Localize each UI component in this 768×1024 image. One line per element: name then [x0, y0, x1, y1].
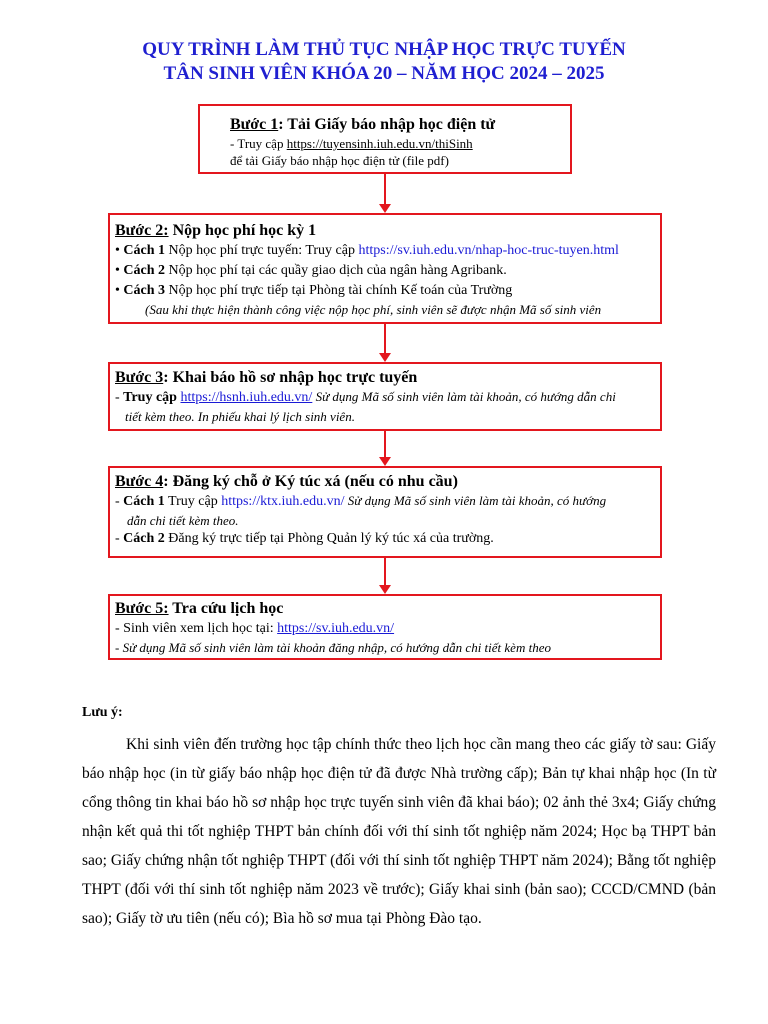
step1-heading: [230, 114, 495, 135]
step2-note: (Sau khi thực hiện thành công việc nộp học phí, sinh viên sẽ được nhận Mã số sinh viên: [145, 302, 602, 317]
flow-arrowhead-2: [379, 353, 391, 362]
step3-heading: [115, 367, 616, 388]
step1-label: Bước 1: [230, 116, 279, 133]
step2-label: Bước 2:: [115, 222, 169, 239]
step4-heading: [115, 471, 606, 492]
step3-title: : Khai báo hồ sơ nhập học trực tuyến: [163, 369, 418, 386]
step4-method1-line2: dẫn chi tiết kèm theo.: [127, 513, 239, 528]
step5-link[interactable]: https://sv.iuh.edu.vn/: [277, 621, 395, 636]
step2-method2-label: Cách 2: [123, 263, 166, 278]
step4-box: [108, 466, 662, 558]
note-label: Lưu ý:: [82, 705, 123, 720]
step3-line1-prefix: Truy cập: [123, 390, 177, 405]
step3-label: Bước 3: [115, 369, 164, 386]
step2-method1: • Cách 1 Nộp học phí trực tuyến: Truy cập https://sv.iuh.edu.vn/nhap-hoc-truc-tuyen.html: [115, 243, 619, 258]
step4-method2-label: Cách 2: [123, 531, 165, 546]
step1-line1-prefix: - Truy cập: [230, 136, 287, 151]
step4-method1-link[interactable]: https://ktx.iuh.edu.vn/: [221, 494, 345, 509]
step4-method2: - Cách 2 Đăng ký trực tiếp tại Phòng Quản lý ký túc xá của trường.: [115, 531, 494, 546]
step2-method1-label: Cách 1: [123, 243, 166, 258]
step2-method3-label: Cách 3: [123, 283, 166, 298]
step1-line2: để tải Giấy báo nhập học điện tử (file pdf): [230, 153, 449, 168]
flow-arrow-2: [384, 324, 386, 354]
step5-box: [108, 594, 662, 660]
flow-arrowhead-4: [379, 585, 391, 594]
note-body: Khi sinh viên đến trường học tập chính thức theo lịch học cần mang theo các giấy tờ sau: Giấy báo nhập học (in từ giấy báo nhập học điện tử đã được Nhà trường cấp); Bản tự khai nhập học (In từ cổng thông tin khai báo hồ sơ nhập học trực tuyến sinh viên đã khai báo); 02 ảnh thẻ 3x4; Giấy chứng nhận kết quả thi tốt nghiệp THPT bản chính đối với thí sinh tốt nghiệp năm 2024; Học bạ THPT bản sao; Giấy chứng nhận tốt nghiệp THPT (đối với thí sinh tốt nghiệp THPT năm 2024); Bằng tốt nghiệp THPT (đối với thí sinh tốt nghiệp năm 2023 về trước); Giấy khai sinh (bản sao); CCCD/CMND (bản sao); Giấy tờ ưu tiên (nếu có); Bìa hồ sơ mua tại Phòng Đào tạo.: [82, 736, 716, 927]
step2-method2-text: Nộp học phí tại các quầy giao dịch của ngân hàng Agribank.: [165, 263, 507, 278]
document-title-line1: QUY TRÌNH LÀM THỦ TỤC NHẬP HỌC TRỰC TUYẾN: [142, 39, 626, 60]
step1-box: [198, 104, 572, 174]
step4-method2-text: Đăng ký trực tiếp tại Phòng Quản lý ký túc xá của trường.: [164, 531, 494, 546]
step3-line1-text: Sử dụng Mã số sinh viên làm tài khoản, có hướng dẫn chi: [312, 389, 616, 404]
step3-line1: - Truy cập https://hsnh.iuh.edu.vn/ Sử dụng Mã số sinh viên làm tài khoản, có hướng dẫn chi: [115, 389, 616, 405]
step3-line2: tiết kèm theo. In phiếu khai lý lịch sinh viên.: [125, 409, 355, 424]
step3-link[interactable]: https://hsnh.iuh.edu.vn/: [180, 390, 313, 405]
step3-box: [108, 362, 662, 431]
flow-arrowhead-3: [379, 457, 391, 466]
step2-method2: • Cách 2 Nộp học phí tại các quầy giao dịch của ngân hàng Agribank.: [115, 263, 507, 278]
step2-method3-text: Nộp học phí trực tiếp tại Phòng tài chính Kế toán của Trường: [165, 283, 513, 298]
step5-line2: - Sử dụng Mã số sinh viên làm tài khoản đăng nhập, có hướng dẫn chi tiết kèm theo: [115, 640, 551, 655]
step2-title: Nộp học phí học kỳ 1: [168, 222, 317, 239]
step1-line1: [230, 135, 495, 152]
step2-method1-text: Nộp học phí trực tuyến: Truy cập: [165, 243, 359, 258]
step5-heading: [115, 598, 551, 619]
step2-heading: [115, 220, 619, 241]
step1-link[interactable]: https://tuyensinh.iuh.edu.vn/thiSinh: [286, 136, 473, 151]
flow-arrow-4: [384, 558, 386, 586]
step5-title: Tra cứu lịch học: [168, 600, 284, 617]
step2-box: [108, 213, 662, 324]
step4-method1-label: Cách 1: [123, 494, 165, 509]
step2-method1-link[interactable]: https://sv.iuh.edu.vn/nhap-hoc-truc-tuyen.html: [358, 243, 619, 258]
document-title-line2: TÂN SINH VIÊN KHÓA 20 – NĂM HỌC 2024 – 2025: [163, 63, 605, 84]
step4-method1-italic: Sử dụng Mã số sinh viên làm tài khoản, có hướng: [344, 493, 607, 508]
flow-arrow-1: [384, 174, 386, 205]
step4-method1-text: Truy cập: [164, 494, 222, 509]
step5-label: Bước 5:: [115, 600, 169, 617]
flow-arrow-3: [384, 431, 386, 459]
step1-title: : Tải Giấy báo nhập học điện tử: [278, 116, 496, 133]
step4-method1: - Cách 1 Truy cập https://ktx.iuh.edu.vn/ Sử dụng Mã số sinh viên làm tài khoản, có hướng: [115, 493, 607, 509]
step5-line1: [115, 619, 551, 639]
step2-method3: • Cách 3 Nộp học phí trực tiếp tại Phòng tài chính Kế toán của Trường: [115, 283, 513, 298]
step4-label: Bước 4: [115, 473, 164, 490]
step5-line1-text: - Sinh viên xem lịch học tại:: [115, 621, 278, 636]
step4-title: : Đăng ký chỗ ở Ký túc xá (nếu có nhu cầu): [163, 473, 458, 490]
flow-arrowhead-1: [379, 204, 391, 213]
note-paragraph: [82, 730, 716, 933]
